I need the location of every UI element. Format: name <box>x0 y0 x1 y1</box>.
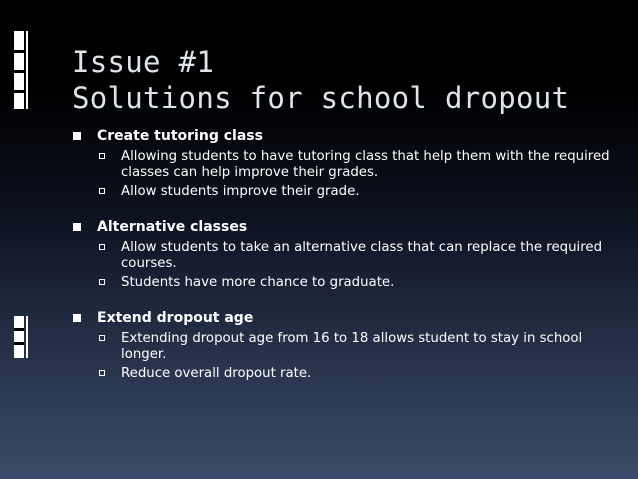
sub-bullet-text: Students have more chance to graduate. <box>121 275 395 290</box>
decorative-gap <box>14 90 24 93</box>
square-bullet-icon <box>73 223 81 231</box>
hollow-square-bullet-icon <box>99 279 105 285</box>
square-bullet-icon <box>73 314 81 322</box>
hollow-square-bullet-icon <box>99 188 105 194</box>
hollow-square-bullet-icon <box>99 153 105 159</box>
bullet-heading <box>70 127 610 145</box>
section-alternative <box>70 218 610 291</box>
hollow-square-bullet-icon <box>99 370 105 376</box>
bullet-heading <box>70 218 610 236</box>
hollow-square-bullet-icon <box>99 244 105 250</box>
sub-bullet-item <box>97 149 610 181</box>
square-bullet-icon <box>73 132 81 140</box>
section-tutoring <box>70 127 610 200</box>
sub-bullet-item <box>97 366 610 382</box>
decorative-line-bottom <box>26 316 28 358</box>
section-extend-age <box>70 309 610 382</box>
slide-content <box>70 127 610 400</box>
slide-title <box>72 44 632 116</box>
sub-bullet-text: Allow students improve their grade. <box>121 184 360 199</box>
title-line-2: Solutions for school dropout <box>72 81 570 115</box>
decorative-line-top <box>26 31 28 109</box>
heading-text: Extend dropout age <box>97 310 254 326</box>
sub-bullet-text: Allowing students to have tutoring class that help them with the required classes can help improve their grades. <box>121 149 610 180</box>
sub-bullet-text: Reduce overall dropout rate. <box>121 366 312 381</box>
decorative-gap <box>14 342 24 345</box>
sub-bullet-text: Extending dropout age from 16 to 18 allows student to stay in school longer. <box>121 331 583 362</box>
decorative-bar-bottom <box>14 316 24 358</box>
heading-text: Create tutoring class <box>97 128 263 144</box>
sub-bullet-item <box>97 331 610 363</box>
heading-text: Alternative classes <box>97 219 248 235</box>
decorative-gap <box>14 328 24 331</box>
bullet-heading <box>70 309 610 327</box>
decorative-gap <box>14 50 24 53</box>
decorative-gap <box>14 70 24 73</box>
sub-bullet-text: Allow students to take an alternative class that can replace the required courses. <box>121 240 603 271</box>
sub-bullet-item <box>97 184 610 200</box>
sub-bullet-item <box>97 275 610 291</box>
sub-list <box>97 149 610 200</box>
sub-list <box>97 331 610 382</box>
sub-list <box>97 240 610 291</box>
sub-bullet-item <box>97 240 610 272</box>
hollow-square-bullet-icon <box>99 335 105 341</box>
title-line-1: Issue #1 <box>72 45 215 79</box>
